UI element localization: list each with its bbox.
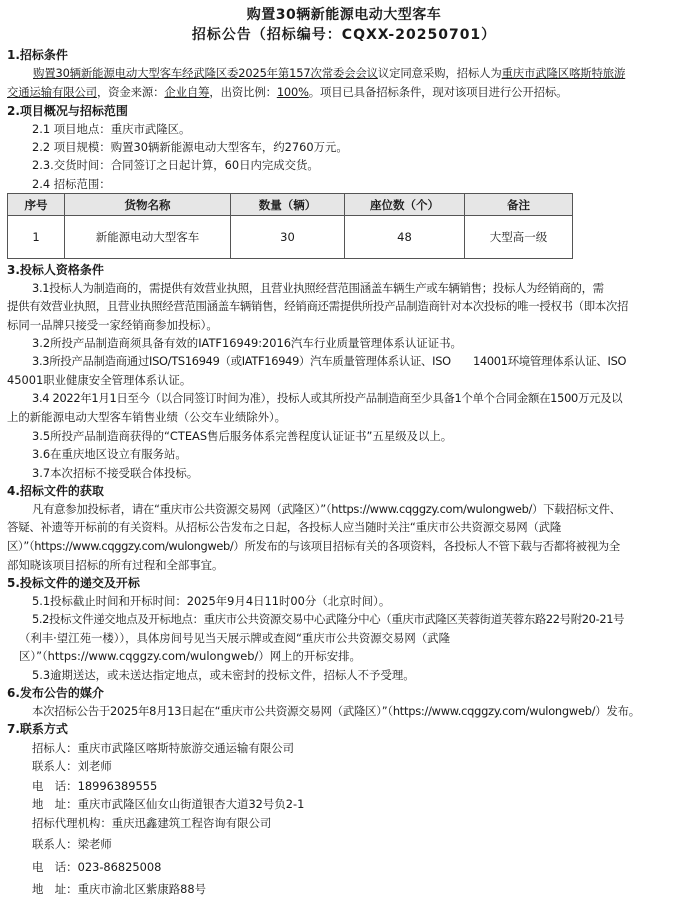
- phone-value: 023-86825008: [77, 860, 162, 874]
- contact-value: 刘老师: [77, 759, 112, 773]
- document-acquisition-line2: 答疑、补遗等开标前的有关资料。从招标公告发布之日起，各投标人应当随时关注“重庆市公共资源交易网（武隆: [7, 520, 562, 534]
- col-header-remark: 备注: [465, 194, 573, 216]
- tender-scope-table: [7, 193, 573, 259]
- fund-ratio-label: ，出资比例：: [209, 85, 277, 99]
- cell-goods-name: 新能源电动大型客车: [65, 216, 231, 259]
- agent-address-row: [32, 880, 206, 899]
- qualification-3-1-line1: 3.1投标人为制造商的，需提供有效营业执照，且营业执照经营范围涵盖车辆生产或车辆销售；投标人为经销商的，需: [32, 281, 604, 295]
- tenderer-label: 招标人：: [32, 741, 78, 755]
- agent-label: 招标代理机构：: [32, 816, 112, 830]
- qualification-3-5: 3.5所投产品制造商获得的“CTEAS售后服务体系完善程度认证证书”五星级及以上。: [32, 429, 453, 443]
- cell-remark: 大型高一级: [465, 216, 573, 259]
- section-3-heading: 3.投标人资格条件: [7, 263, 104, 277]
- section-1-paragraph: [7, 64, 683, 102]
- document-acquisition-line1: 凡有意参加投标者，请在“重庆市公共资源交易网（武隆区）”（https://www.cqggzy.com/wulongweb/）下载招标文件、: [32, 502, 621, 516]
- cell-quantity: 30: [231, 216, 345, 259]
- fund-source-value: 企业自筹: [164, 85, 210, 99]
- section-6-heading: 6.发布公告的媒介: [7, 686, 104, 700]
- address-label: 地 址：: [32, 797, 78, 811]
- submission-location-line2: （利丰·望江苑一楼）），具体房间号见当天展示牌或查阅“重庆市公共资源交易网（武隆: [19, 631, 450, 645]
- tender-scope-label: 2.4 招标范围：: [32, 177, 111, 191]
- cell-index: 1: [8, 216, 65, 259]
- document-acquisition-line4: 部知晓该项目招标的所有过程和全部事宜。: [7, 558, 224, 572]
- late-submission-rule: 5.3逾期送达，或未送达指定地点，或未密封的投标文件，招标人不予受理。: [32, 668, 415, 682]
- qualification-3-1-line2: 提供有效营业执照，且营业执照经营范围涵盖车辆销售，经销商还需提供所投产品制造商针对本次投标的唯一授权书（即本次招: [7, 299, 629, 313]
- tenderer-contact-row: [32, 757, 112, 776]
- fund-ratio-value: 100%: [276, 85, 309, 99]
- tenderer-address-row: [32, 795, 304, 814]
- agent-value: 重庆迅鑫建筑工程咨询有限公司: [111, 816, 272, 830]
- agent-row: [32, 814, 271, 833]
- address-label: 地 址：: [32, 882, 78, 896]
- tenderer-value: 重庆市武隆区喀斯特旅游交通运输有限公司: [77, 741, 295, 755]
- qualification-3-3-line1: 3.3所投产品制造商通过ISO/TS16949（或IATF16949）汽车质量管理体系认证、ISO 14001环境管理体系认证、ISO: [32, 354, 627, 368]
- col-header-seats: 座位数（个）: [345, 194, 465, 216]
- section-2-heading: 2.项目概况与招标范围: [7, 104, 128, 118]
- tenderer-name-part2: 交通运输有限公司: [7, 85, 97, 99]
- qualification-3-7: 3.7本次招标不接受联合体投标。: [32, 466, 199, 480]
- phone-label: 电 话：: [32, 860, 78, 874]
- address-value: 重庆市渝北区紫康路88号: [77, 882, 206, 896]
- phone-label: 电 话：: [32, 779, 78, 793]
- section-7-heading: 7.联系方式: [7, 722, 68, 736]
- qualification-3-4-line1: 3.4 2022年1月1日至今（以合同签订时间为准），投标人或其所投产品制造商至少具备1个单个合同金额在1500万元及以: [32, 391, 623, 405]
- document-acquisition-line3: 区）”（https://www.cqggzy.com/wulongweb/）所发布的与该项目招标有关的各项资料，各投标人不管下载与否都将被视为全: [7, 539, 620, 553]
- project-location: 2.1 项目地点：重庆市武隆区。: [32, 122, 191, 136]
- deadline-and-opening-time: 5.1投标截止时间和开标时间：2025年9月4日11时00分（北京时间）。: [32, 594, 391, 608]
- phone-value: 18996389555: [77, 779, 158, 793]
- contact-label: 联系人：: [32, 759, 78, 773]
- document-subtitle: 招标公告（招标编号：CQXX-20250701）: [191, 27, 497, 43]
- qualification-3-4-line2: 上的新能源电动大型客车销售业绩（公交车业绩除外）。: [7, 410, 287, 424]
- approval-continuation: 议定同意采购，招标人为: [377, 66, 502, 80]
- col-header-quantity: 数量（辆）: [231, 194, 345, 216]
- address-value: 重庆市武隆区仙女山街道银杏大道32号负2-1: [77, 797, 305, 811]
- table-header-row: [8, 194, 573, 216]
- submission-location-line3: 区）”（https://www.cqggzy.com/wulongweb/）网上的开标安排。: [19, 649, 361, 663]
- section-4-heading: 4.招标文件的获取: [7, 484, 104, 498]
- qualification-3-2: 3.2所投产品制造商须具备有效的IATF16949:2016汽车行业质量管理体系认证证书。: [32, 336, 462, 350]
- tenderer-phone-row: [32, 777, 157, 796]
- tenderer-row: [32, 739, 294, 758]
- project-scale: 2.2 项目规模：购置30辆新能源电动大型客车，约2760万元。: [32, 140, 348, 154]
- tenderer-name-part1: 重庆市武隆区喀斯特旅游: [501, 66, 626, 80]
- qualification-3-6: 3.6在重庆地区设立有服务站。: [32, 447, 187, 461]
- qualification-3-3-line2: 45001职业健康安全管理体系认证。: [7, 373, 192, 387]
- col-header-goods-name: 货物名称: [65, 194, 231, 216]
- publication-media: 本次招标公告于2025年8月13日起在“重庆市公共资源交易网（武隆区）”（https://www.cqggzy.com/wulongweb/）发布。: [32, 704, 640, 718]
- submission-location-line1: 5.2投标文件递交地点及开标地点：重庆市公共资源交易中心武隆分中心（重庆市武隆区芙蓉街道芙蓉东路22号附20-21号: [32, 612, 625, 626]
- table-row: [8, 216, 573, 259]
- agent-phone-row: [32, 858, 161, 877]
- project-approval-text: 购置30辆新能源电动大型客车经武隆区委2025年第157次常委会会议: [33, 66, 378, 80]
- section-5-heading: 5.投标文件的递交及开标: [7, 576, 140, 590]
- agent-contact-row: [32, 835, 112, 854]
- delivery-time: 2.3.交货时间：合同签订之日起计算，60日内完成交货。: [32, 158, 319, 172]
- col-header-index: 序号: [8, 194, 65, 216]
- contact-value: 梁老师: [77, 837, 112, 851]
- qualification-3-1-line3: 标同一品牌只接受一家经销商参加投标）。: [7, 318, 218, 332]
- fund-source-label: ，资金来源：: [96, 85, 165, 99]
- document-title: 购置30辆新能源电动大型客车: [246, 7, 442, 23]
- section-1-heading: 1.招标条件: [7, 48, 68, 62]
- section-1-tail: 。项目已具备招标条件，现对该项目进行公开招标。: [308, 85, 568, 99]
- contact-label: 联系人：: [32, 837, 78, 851]
- cell-seats: 48: [345, 216, 465, 259]
